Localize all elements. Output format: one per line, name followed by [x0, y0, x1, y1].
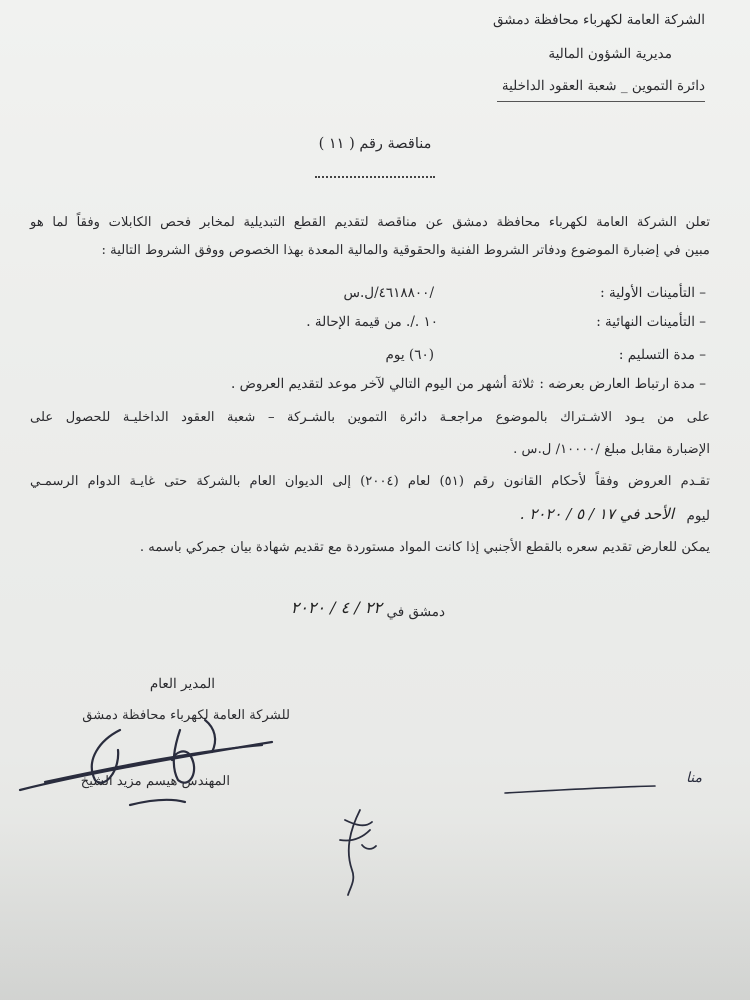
foreign-currency-note: يمكن للعارض تقديم سعره بالقطع الأجنبي إذا كانت المواد مستوردة مع تقديم شهادة بيان جمركي باسمه .	[139, 540, 710, 555]
submit-line-2-print: ليوم	[686, 508, 710, 524]
date-handwritten: ٢٢ / ٤ / ٢٠٢٠	[290, 598, 382, 617]
signatory-role: المدير العام	[149, 676, 215, 692]
tender-title: مناقصة رقم ( ١١ )	[318, 136, 432, 152]
submit-line-1: تقـدم العروض وفقاً لأحكام القانون رقم (٥١) لعام (٢٠٠٤) إلى الديوان العام بالشركة حتى غايـة الدوام الرسمـي	[30, 474, 710, 489]
term-label-delivery: – مدة التسليم :	[618, 347, 706, 363]
date-label: دمشق في	[386, 604, 445, 620]
term-value-delivery: (٦٠) يوم	[385, 347, 434, 363]
subscribe-line-1: على من يـود الاشـتراك بالموضوع مراجعـة دائرة التموين بالشـركة – شعبة العقود الداخليـة للحصول على	[30, 410, 710, 425]
intro-line-2: مبين في إضبارة الموضوع ودفاتر الشروط الفنية والحقوقية والمالية المعدة بهذا الخصوص ووفق الشروط التالية :	[101, 243, 710, 258]
term-label-commitment: – مدة ارتباط العارض بعرضه :	[539, 376, 706, 392]
term-value-commitment: ثلاثة أشهر من اليوم التالي لآخر موعد لتقديم العروض .	[231, 376, 534, 392]
company-name: الشركة العامة لكهرباء محافظة دمشق	[493, 12, 705, 28]
department-name: دائرة التموين _ شعبة العقود الداخلية	[501, 78, 705, 94]
signatory-company: للشركة العامة لكهرباء محافظة دمشق	[82, 708, 290, 723]
term-label-initial-deposit: – التأمينات الأولية :	[600, 285, 706, 301]
term-value-initial-deposit: /٤٦١٨٨٠٠/ل.س	[343, 285, 434, 301]
term-label-final-deposit: – التأمينات النهائية :	[596, 314, 706, 330]
subscribe-line-2: الإضبارة مقابل مبلغ /١٠٠٠٠/ ل.س .	[513, 442, 710, 457]
side-handwritten-mark: منا	[686, 770, 702, 786]
intro-line-1: تعلن الشركة العامة لكهرباء محافظة دمشق عن مناقصة لتقديم القطع التبديلية لمخابر فحص الكابلات وفقاً لما هو	[30, 215, 710, 230]
directorate-name: مديرية الشؤون المالية	[548, 46, 672, 62]
term-value-final-deposit: ١٠ ./. من قيمة الإحالة .	[306, 314, 438, 330]
paper-shadow	[0, 820, 750, 1000]
submit-deadline-handwritten: الأحد في ١٧ / ٥ / ٢٠٢٠ .	[519, 505, 674, 523]
signatory-name: المهندس هيسم مزيد الشيخ	[80, 774, 230, 789]
